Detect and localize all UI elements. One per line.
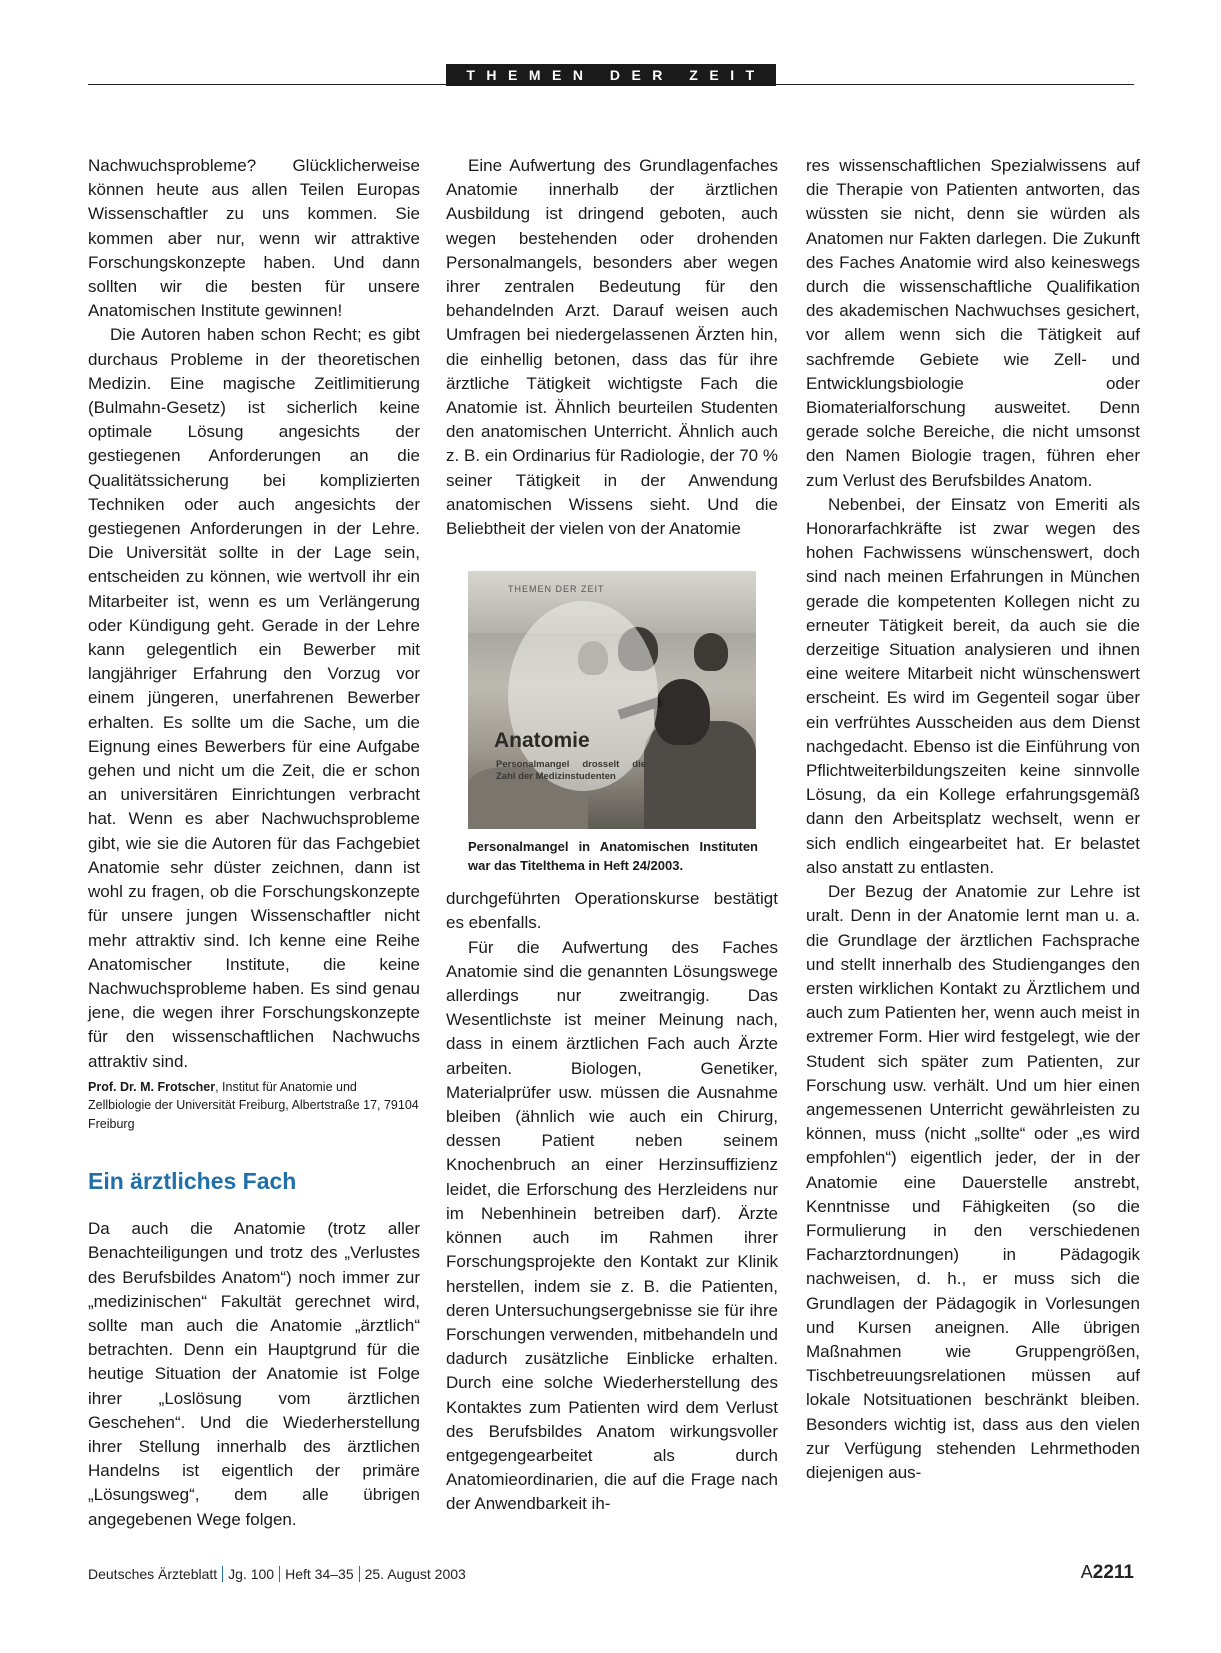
column-2 [446,154,778,1517]
journal-name: Deutsches Ärzteblatt [88,1566,218,1582]
journal-info [88,1566,466,1582]
paragraph: Für die Aufwertung des Faches Anatomie sind die genannten Lösungswege allerdings nur zweitrangig. Das Wesentlichste ist meiner Meinung nach, dass in einem ärztlichen Fach auch Ärzte arbeiten. Biologen, Genetiker, Materialprüfer usw. müssen die Ausnahme bleiben (ähnlich wie auch ein Chirurg, dessen Patient neben seinem Knochenbruch an einer Herzinsuffizienz leidet, die Erforschung des Herzleidens nur im Nebenhinein betreiben darf). Ärzte können auch im Rahmen ihrer Forschungsprojekte den Kontakt zur Klinik herstellen, indem sie z. B. die Patienten, deren Untersuchungsergebnisse sie für ihre Forschungen verwenden, mitbehandeln und dadurch zusätzliche Einblicke erhalten. Durch eine solche Wiederherstellung des Kontaktes zum Patienten wird dem Verlust des Berufsbildes Anatom wirkungsvoller entgegengearbeitet als durch Anatomieordinarien, die auf die Frage nach der Anwendbarkeit ih- [446,937,778,1514]
paragraph: Da auch die Anatomie (trotz aller Benachteiligungen und trotz des „Verlustes des Berufsbildes Anatom“) noch immer zur „medizinischen“ Fakultät gerechnet wird, sollte man auch die Anatomie „ärztlich“ betrachten. Denn ein Hauptgrund für die heutige Situation der Anatomie ist Folge ihrer „Loslösung vom ärztlichen Geschehen“. Und die Wiederherstellung ihrer Stellung innerhalb des ärztlichen Handelns ist eigentlich der primäre „Lösungsweg“, dem alle übrigen angegebenen Wege folgen. [88,1219,420,1529]
author-affiliation: , Institut für Anatomie und Zellbiologie der Universität Freiburg, Albertstraße 17, 79104 Freiburg [88,1079,419,1131]
paragraph: Nachwuchsprobleme? Glücklicherweise können heute aus allen Teilen Europas Wissenschaftler zu uns kommen. Sie kommen aber nur, wenn wir attraktive Forschungskonzepte haben. Und dann sollten wir die besten für unsere Anatomischen Institute gewinnen! [88,156,420,321]
footer-separator [279,1566,280,1582]
column-3 [806,154,1140,1485]
cover-subtitle: Personalmangel drosselt die Zahl der Medizinstudenten [496,759,646,783]
page-number-value: 2211 [1092,1562,1134,1583]
footer-separator [222,1566,223,1582]
cover-masthead: THEMEN DER ZEIT [508,584,605,595]
author-name: Prof. Dr. M. Frotscher [88,1079,216,1094]
journal-issue: Heft 34–35 [285,1566,354,1582]
journal-date: 25. August 2003 [364,1566,466,1582]
journal-volume: Jg. 100 [228,1566,275,1582]
page-prefix: A [1080,1562,1093,1582]
figure [468,571,760,875]
figure-caption: Personalmangel in Anatomischen Instituten war das Titelthema in Heft 24/2003. [468,839,758,874]
paragraph: res wissenschaftlichen Spezialwissens auf die Therapie von Patienten antworten, das wüssten sie nicht, denn sie würden als Anatomen nur Fakten darlegen. Die Zukunft des Faches Anatomie wird also keineswegs durch die wissenschaftliche Qualifikation des akademischen Nachwuchses gesichert, vor allem wenn sich die Tätigkeit auf sachfremde Gebiete wie Zell- und Entwicklungsbiologie oder Biomaterialforschung ausweitet. Denn gerade solche Bereiche, die nicht umsonst den Namen Biologie tragen, führen eher zum Verlust des Berufsbildes Anatom. [806,156,1140,490]
paragraph: Die Autoren haben schon Recht; es gibt durchaus Probleme in der theoretischen Medizin. Eine magische Zeitlimitierung (Bulmahn-Gesetz) ist sicherlich keine optimale Lösung angesichts der gestiegenen Anforderungen an die Qualitätssicherung bei komplizierten Techniken oder auch angesichts der gestiegenen Anforderungen in der Lehre. Die Universität sollte in der Lage sein, entscheiden zu können, wie wertvoll ihr ein Mitarbeiter ist, wenn es um Verlängerung oder Kündigung geht. Gerade in der Lehre kann gelegentlich ein Bewerber mit langjähriger Erfahrung den Vorzug vor einem jüngeren, unerfahrenen Bewerber erhalten. Es sollte um die Sache, um die Eignung eines Bewerbers für eine Aufgabe gehen und nicht um die Zeit, die er schon an universitären Einrichtungen verbracht hat. Wenn es aber Nachwuchsprobleme gibt, wie sie die Autoren für das Fachgebiet Anatomie sehr düster zeichnen, dann ist wohl zu fragen, ob die Forschungskonzepte für unsere jungen Wissenschaftler nicht mehr attraktiv sind. Ich kenne eine Reihe Anatomischer Institute, die keine Nachwuchsprobleme haben. Es sind genau jene, die wegen ihrer Forschungskonzepte für den wissenschaftlichen Nachwuchs attraktiv sind. [88,325,420,1071]
paragraph: Eine Aufwertung des Grundlagenfaches Anatomie innerhalb der ärztlichen Ausbildung ist dringend geboten, auch wegen bestehenden oder drohenden Personalmangels, besonders aber wegen ihrer zentralen Bedeutung für den behandelnden Arzt. Darauf weisen auch Umfragen bei niedergelassenen Ärzten hin, die einhellig betonen, dass das für ihre ärztliche Tätigkeit wichtigste Fach die Anatomie ist. Ähnlich beurteilen Studenten den anatomischen Unterricht. Ähnlich auch z. B. ein Ordinarius für Radiologie, der 70 % seiner Tätigkeit in der Anwendung anatomischen Wissens sieht. Und die Beliebtheit der vielen von der Anatomie [446,156,778,539]
column-1 [88,154,420,1532]
author-signature [88,1078,420,1134]
page-number [1081,1562,1134,1584]
section-banner: THEMEN DER ZEIT [446,64,776,86]
section-heading: Ein ärztliches Fach [88,1168,297,1195]
magazine-cover-image [468,571,756,829]
paragraph: durchgeführten Operationskurse bestätigt es ebenfalls. [446,889,778,933]
paragraph: Nebenbei, der Einsatz von Emeriti als Honorarfachkräfte ist zwar wegen des hohen Fachwissens wünschenswert, doch sind nach meinen Erfahrungen in München gerade die kompetenten Kollegen nicht zu erneuter Tätigkeit bereit, da auch sie die derzeitige Situation analysieren und ihnen eine weitere Mitarbeit nicht wünschenswert erscheint. Es wird im Gegenteil sogar über ein verfrühtes Ausscheiden aus dem Dienst nachgedacht. Ebenso ist die Einführung von Pflichtweiterbildungszeiten keine sinnvolle Lösung, da ein Kollege erfahrungsgemäß dann den Arbeitsplatz wechselt, wenn er sich endlich eingearbeitet hat. Er belastet also anstatt zu entlasten. [806,494,1140,877]
student-head [654,679,710,745]
student-head [694,633,728,671]
footer-separator [359,1566,360,1582]
paragraph: Der Bezug der Anatomie zur Lehre ist uralt. Denn in der Anatomie lernt man u. a. die Grundlage der ärztlichen Fachsprache und stellt innerhalb des Studienganges den ersten wirklichen Kontakt zu Ärztlichem und auch zum Patienten her, wenn auch meist in extremer Form. Hier wird festgelegt, wie der Student sich später zum Patienten, zur Forschung usw. verhält. Und um hier einen angemessenen Unterricht gewährleisten zu können, muss (nicht „sollte“ oder „es wird empfohlen“) eigentlich jeder, der in der Anatomie eine Dauerstelle anstrebt, Kenntnisse und Fähigkeiten (so die Formulierung in den verschiedenen Facharztordnungen) in Pädagogik nachweisen, d. h., er muss sich die Grundlagen der Pädagogik in Vorlesungen und Kursen aneignen. Alle übrigen Maßnahmen wie Gruppengrößen, Tischbetreuungsrelationen müssen auf lokale Notsituationen beschränkt bleiben. Besonders wichtig ist, dass aus den vielen zur Verfügung stehenden Lehrmethoden diejenigen aus- [806,882,1140,1482]
cover-title: Anatomie [494,729,590,753]
